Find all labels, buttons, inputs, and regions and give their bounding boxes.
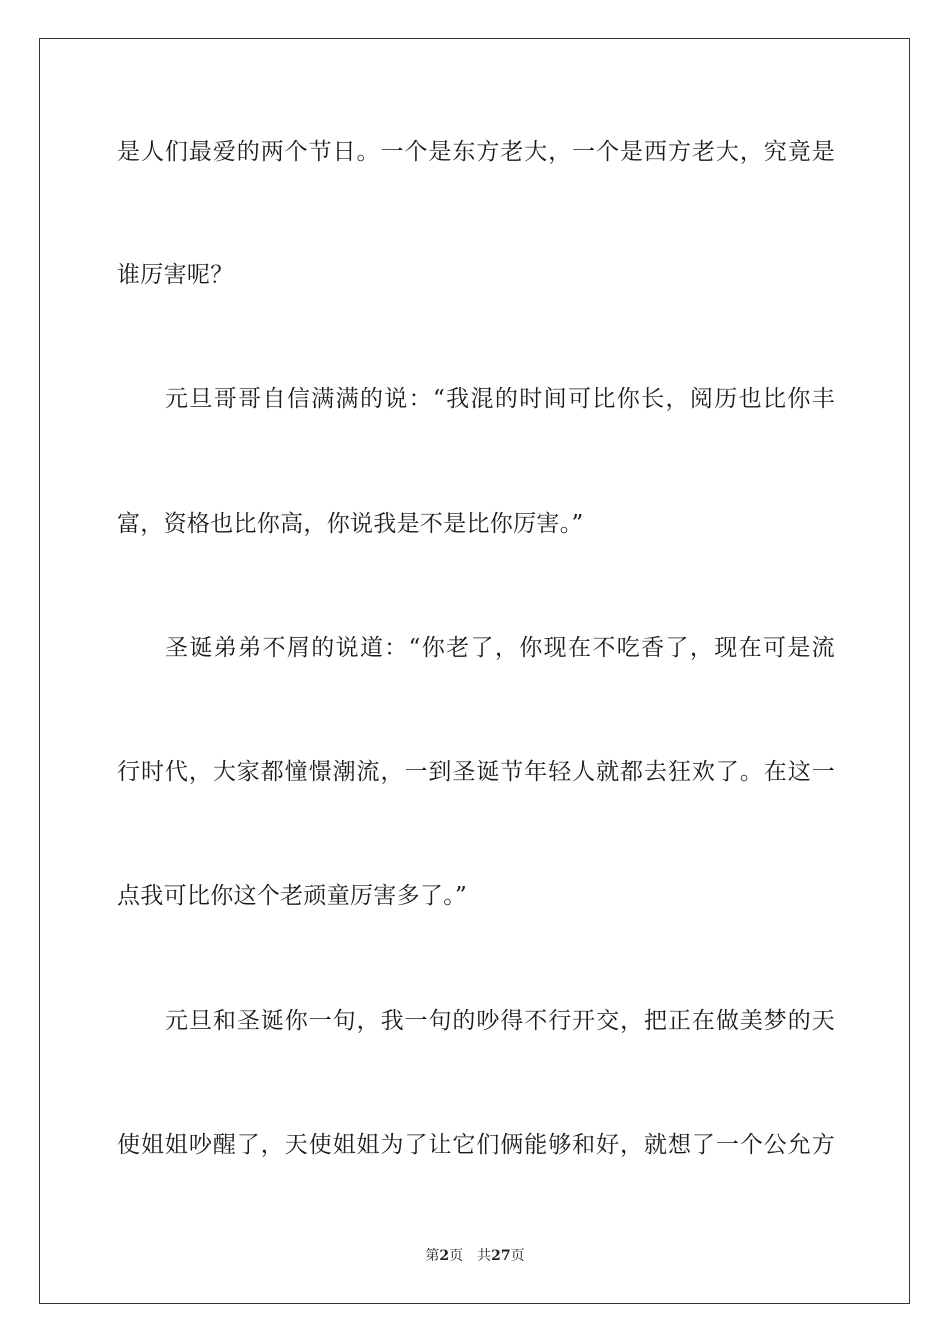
total-pages: 27 xyxy=(491,1248,511,1264)
text-line: 谁厉害呢？ xyxy=(117,262,234,288)
total-suffix: 页 xyxy=(510,1248,525,1264)
page-frame xyxy=(39,38,910,1304)
text-line: 点我可比你这个老顽童厉害多了。” xyxy=(117,883,468,909)
page-footer xyxy=(0,1247,950,1265)
text-line: 行时代，大家都憧憬潮流，一到圣诞节年轻人就都去狂欢了。在这一 xyxy=(117,759,835,785)
page-prefix: 第 xyxy=(425,1248,440,1264)
total-prefix: 共 xyxy=(477,1248,492,1264)
text-line: 元旦哥哥自信满满的说：“我混的时间可比你长，阅历也比你丰 xyxy=(165,386,835,412)
text-line: 使姐姐吵醒了，天使姐姐为了让它们俩能够和好，就想了一个公允方 xyxy=(117,1132,835,1158)
text-line: 富，资格也比你高，你说我是不是比你厉害。” xyxy=(117,511,584,537)
page-suffix: 页 xyxy=(449,1248,464,1264)
text-line: 元旦和圣诞你一句，我一句的吵得不行开交，把正在做美梦的天 xyxy=(165,1008,835,1034)
text-line: 是人们最爱的两个节日。一个是东方老大，一个是西方老大，究竟是 xyxy=(117,139,835,165)
page-number: 2 xyxy=(439,1248,450,1264)
text-line: 圣诞弟弟不屑的说道：“你老了，你现在不吃香了，现在可是流 xyxy=(165,635,835,661)
